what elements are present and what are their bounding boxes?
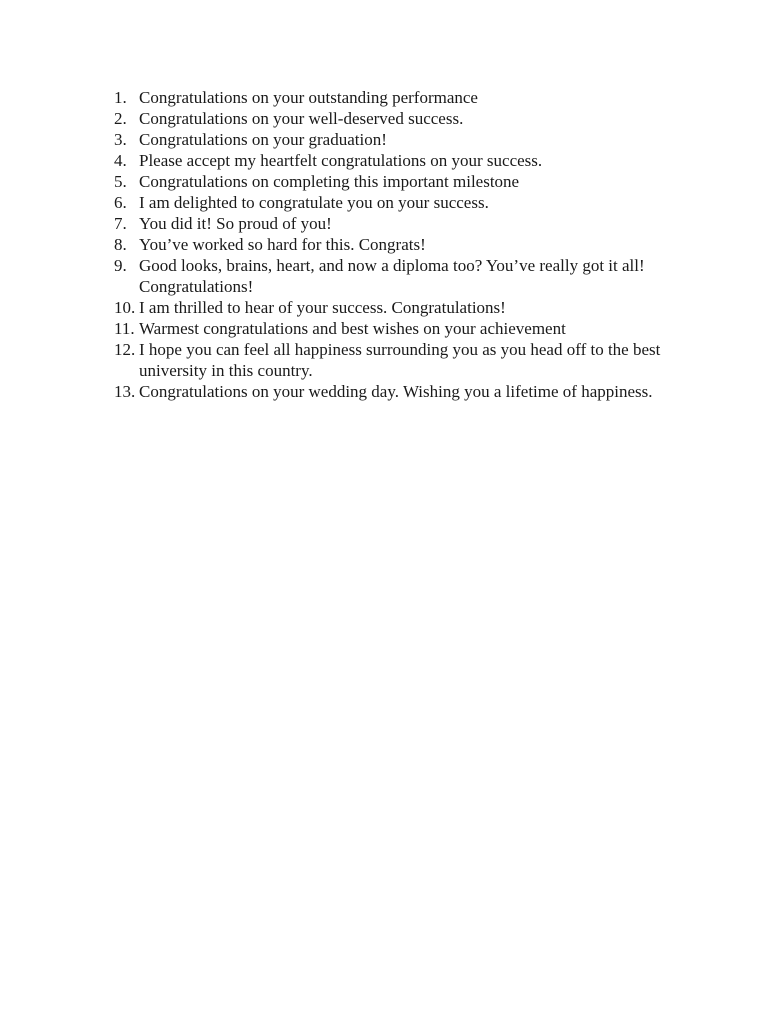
list-item-text: Please accept my heartfelt congratulations on your success. bbox=[139, 151, 543, 170]
list-item bbox=[114, 381, 674, 402]
list-item bbox=[114, 339, 674, 381]
list-item-text: Congratulations on completing this important milestone bbox=[139, 172, 520, 191]
list-item-number: 10. bbox=[114, 298, 136, 317]
list-item-text: You did it! So proud of you! bbox=[139, 214, 332, 233]
list-item bbox=[114, 297, 674, 318]
list-item bbox=[114, 192, 674, 213]
list-item-number: 6. bbox=[114, 193, 127, 212]
list-item bbox=[114, 87, 674, 108]
list-item-text: I am thrilled to hear of your success. Congratulations! bbox=[139, 298, 506, 317]
list-item-number: 1. bbox=[114, 88, 127, 107]
list-item-text: Warmest congratulations and best wishes on your achievement bbox=[139, 319, 566, 338]
list-item-text: Congratulations on your outstanding performance bbox=[139, 88, 478, 107]
list-item-text: I am delighted to congratulate you on your success. bbox=[139, 193, 489, 212]
list-item-text: Congratulations on your well-deserved success. bbox=[139, 109, 464, 128]
list-item-number: 13. bbox=[114, 382, 136, 401]
list-item-number: 4. bbox=[114, 151, 127, 170]
list-item-number: 11. bbox=[114, 319, 135, 338]
list-item-number: 8. bbox=[114, 235, 127, 254]
congratulations-list bbox=[114, 87, 674, 402]
list-item bbox=[114, 213, 674, 234]
list-item bbox=[114, 255, 674, 297]
list-item-number: 12. bbox=[114, 340, 136, 359]
list-item-number: 3. bbox=[114, 130, 127, 149]
list-item-number: 9. bbox=[114, 256, 127, 275]
list-item-text: I hope you can feel all happiness surrounding you as you head off to the best university in this country. bbox=[139, 340, 661, 380]
list-item-number: 7. bbox=[114, 214, 127, 233]
list-item-number: 5. bbox=[114, 172, 127, 191]
list-item bbox=[114, 108, 674, 129]
list-item-text: Good looks, brains, heart, and now a diploma too? You’ve really got it all! Congratulations! bbox=[139, 256, 645, 296]
list-item bbox=[114, 234, 674, 255]
list-item-text: You’ve worked so hard for this. Congrats! bbox=[139, 235, 426, 254]
list-item-text: Congratulations on your wedding day. Wishing you a lifetime of happiness. bbox=[139, 382, 653, 401]
list-item-number: 2. bbox=[114, 109, 127, 128]
list-item bbox=[114, 129, 674, 150]
list-item bbox=[114, 318, 674, 339]
list-item bbox=[114, 171, 674, 192]
list-item-text: Congratulations on your graduation! bbox=[139, 130, 387, 149]
list-item bbox=[114, 150, 674, 171]
